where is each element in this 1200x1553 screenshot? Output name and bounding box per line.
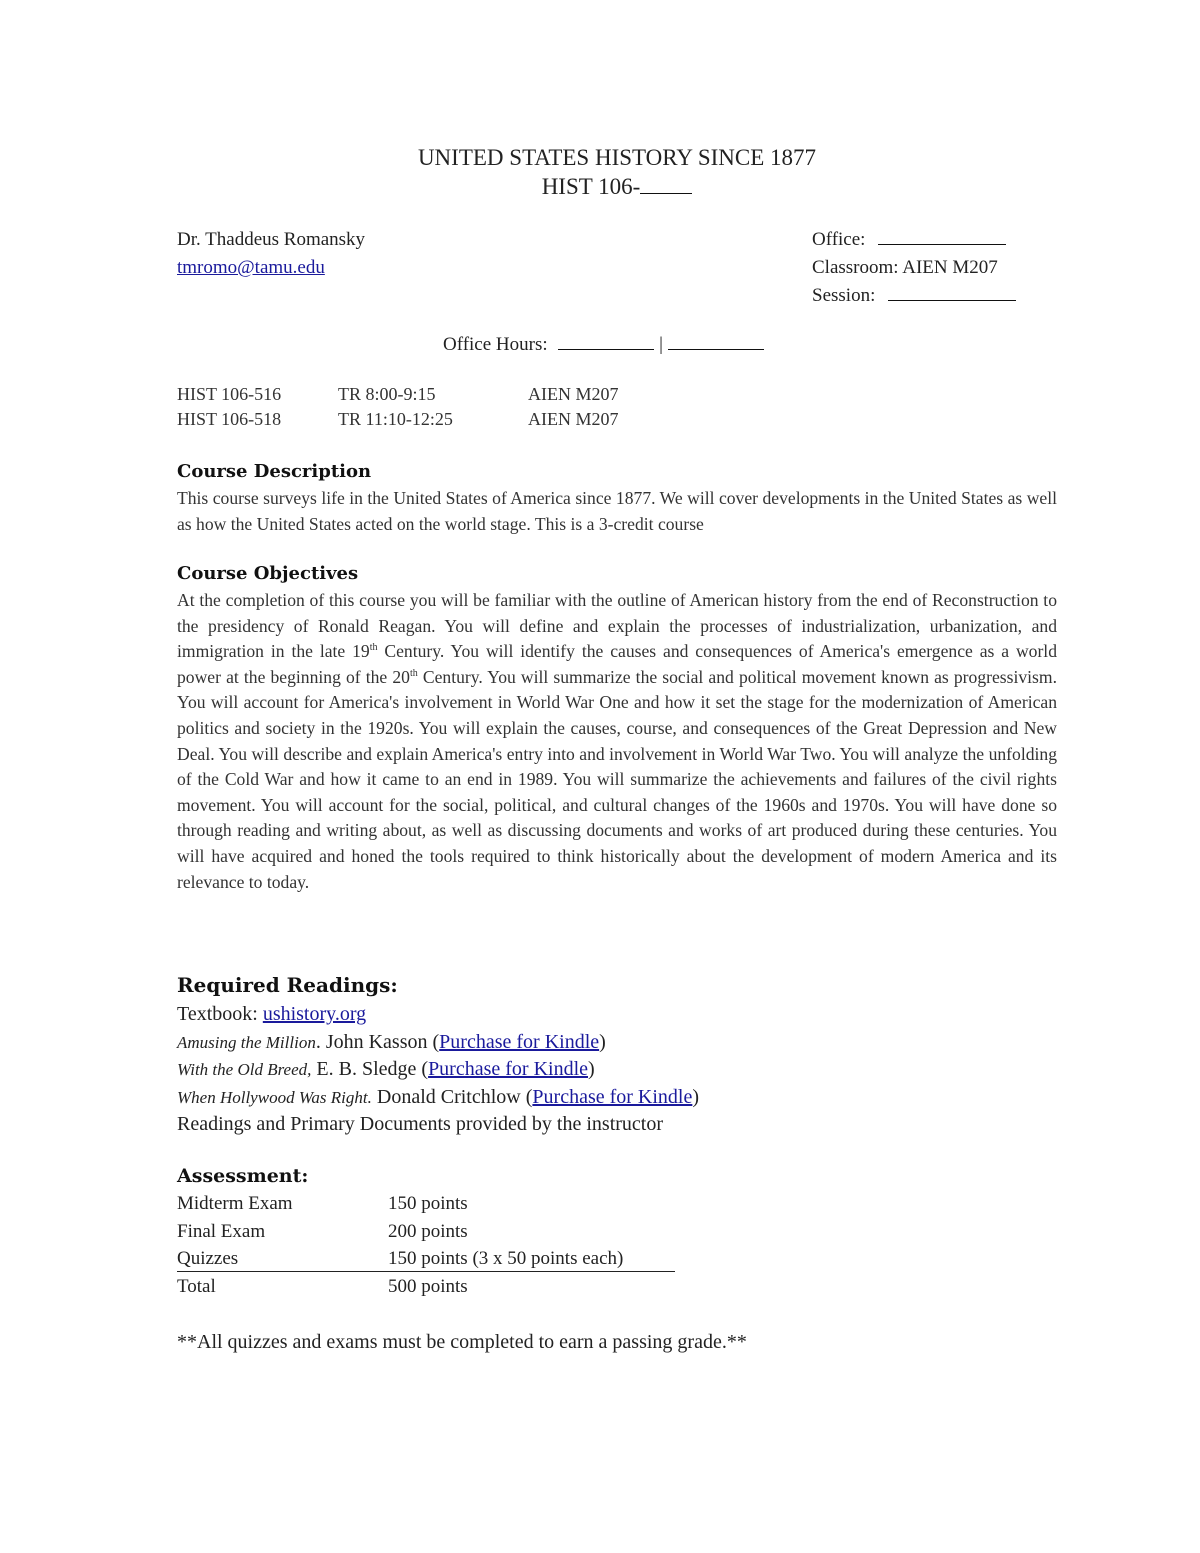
book-end: ) (599, 1030, 606, 1053)
office-hours-label: Office Hours: (443, 334, 548, 355)
schedule-time: TR 11:10-12:25 (338, 409, 453, 429)
assessment-points: 200 points (388, 1220, 468, 1242)
schedule-section: HIST 106-518 (177, 409, 282, 429)
session-blank (888, 300, 1016, 301)
assessment-heading: Assessment: (177, 1165, 309, 1187)
course-objectives-text (177, 588, 1057, 895)
required-readings-heading: Required Readings: (177, 973, 398, 997)
book-author: Donald Critchlow ( (371, 1085, 533, 1108)
schedule-room: AIEN M207 (528, 384, 619, 404)
office-line (812, 229, 1006, 251)
passing-grade-note: **All quizzes and exams must be completed to earn a passing grade.** (177, 1331, 747, 1353)
office-hours-separator: | (659, 334, 663, 355)
office-label: Office: (812, 229, 866, 250)
objectives-part-1: At the completion of this course you will be familiar with the outline of American history from the end of Reconstruction to the presidency of Ronald Reagan. You will define and explain the processes of industrialization, urbanization, and immigration in the late 19 (177, 590, 1057, 662)
objectives-part-2: Century. You will identify the causes and consequences of America's emergence as a world power at the beginning of the 20 (177, 641, 1057, 687)
office-hours-line (443, 334, 764, 356)
book-end: ) (692, 1085, 700, 1108)
classroom-line: Classroom: AIEN M207 (812, 257, 998, 278)
assessment-item: Final Exam (177, 1220, 266, 1242)
assessment-item: Quizzes (177, 1248, 239, 1269)
book-end: ) (588, 1058, 595, 1080)
instructor-name: Dr. Thaddeus Romansky (177, 229, 366, 250)
textbook-label: Textbook: (177, 1003, 263, 1025)
schedule-time: TR 8:00-9:15 (338, 384, 436, 404)
office-hours-blank-1 (558, 349, 654, 350)
objectives-sup-2: th (409, 667, 418, 679)
reading-item (177, 1084, 699, 1112)
reading-item (177, 1056, 699, 1084)
purchase-kindle-link[interactable]: Purchase for Kindle (428, 1058, 589, 1080)
course-objectives-heading: Course Objectives (177, 563, 359, 584)
book-author: E. B. Sledge ( (311, 1058, 429, 1080)
objectives-sup-1: th (369, 642, 378, 654)
session-label: Session: (812, 285, 876, 306)
schedule-room: AIEN M207 (528, 409, 619, 429)
subtotal-rule (177, 1271, 675, 1272)
reading-item (177, 1029, 699, 1057)
assessment-points: 150 points (3 x 50 points each) (388, 1248, 624, 1269)
book-title: When Hollywood Was Right. (177, 1087, 372, 1107)
purchase-kindle-link[interactable]: Purchase for Kindle (439, 1030, 600, 1053)
book-title: With the Old Breed, (177, 1060, 312, 1079)
assessment-points: 500 points (388, 1275, 468, 1297)
course-number-text: HIST 106- (541, 174, 641, 199)
book-author: . John Kasson ( (315, 1030, 440, 1053)
assessment-points: 150 points (388, 1193, 468, 1214)
reading-item: Readings and Primary Documents provided by the instructor (177, 1113, 664, 1135)
course-number (0, 174, 1200, 200)
office-blank (878, 244, 1006, 245)
assessment-item: Midterm Exam (177, 1193, 293, 1214)
objectives-part-3: Century. You will summarize the social and political movement known as progressivism. You will account for America's involvement in World War One and how it set the stage for the modernization of American politics and society in the 1920s. You will explain the causes, course, and consequences of the Great Depression and New Deal. You will describe and explain America's entry into and involvement in World War Two. You will analyze the unfolding of the Cold War and how it came to an end in 1989. You will summarize the achievements and failures of the civil rights movement. You will account for the social, political, and cultural changes of the 1960s and 1970s. You will have done so through reading and writing about, as well as discussing documents and works of art produced during these centuries. You will have acquired and honed the tools required to think historically about the development of modern America and its relevance to today. (177, 666, 1057, 892)
office-hours-blank-2 (668, 349, 764, 350)
section-blank (640, 193, 692, 194)
course-description-heading: Course Description (177, 461, 372, 482)
session-line (812, 285, 1016, 307)
readings-list (177, 1001, 699, 1139)
textbook-link[interactable]: ushistory.org (262, 1003, 367, 1025)
course-title: UNITED STATES HISTORY SINCE 1877 (417, 145, 817, 170)
schedule-section: HIST 106-516 (177, 384, 282, 404)
reading-item (177, 1001, 699, 1029)
course-description-text: This course surveys life in the United States of America since 1877. We will cover developments in the United States as well as how the United States acted on the world stage. This is a 3-credit course (177, 488, 1057, 534)
instructor-email-link[interactable]: tmromo@tamu.edu (177, 257, 325, 278)
assessment-item: Total (177, 1275, 216, 1297)
purchase-kindle-link[interactable]: Purchase for Kindle (532, 1085, 693, 1108)
book-title: Amusing the Million (177, 1032, 316, 1052)
